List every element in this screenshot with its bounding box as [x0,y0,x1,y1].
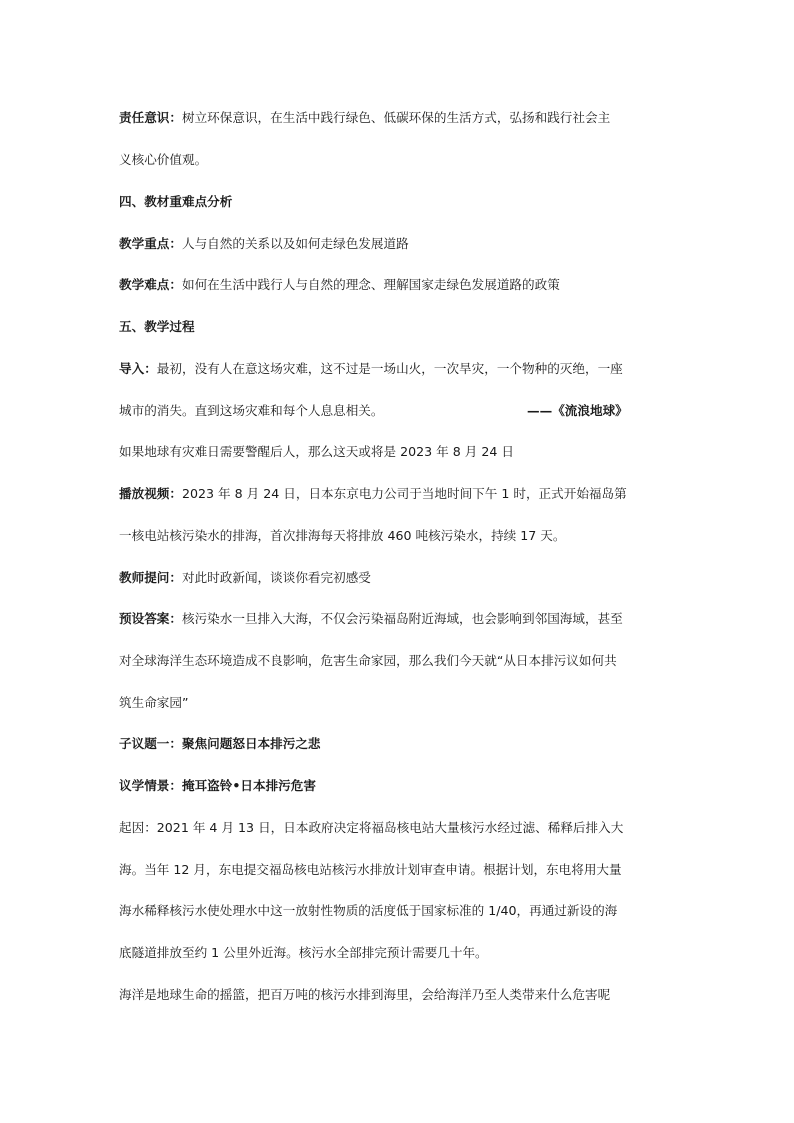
teacher-question-paragraph [119,570,679,586]
preset-answer-paragraph-line-2: 对全球海洋生态环境造成不良影响，危害生命家园，那么我们今天就“从日本排污议如何共 [119,653,617,668]
video-label: 播放视频： [119,486,182,501]
video-paragraph-line-2: 一核电站核污染水的排海，首次排海每天将排放 460 吨核污染水，持续 17 天。 [119,528,566,543]
responsibility-paragraph-line-2: 义核心价值观。 [119,152,208,167]
key-point-text: 人与自然的关系以及如何走绿色发展道路 [181,236,409,251]
cause-paragraph-line-2: 海。当年 12 月，东电提交福岛核电站核污水排放计划审查申请。根据计划，东电将用大量 [119,862,622,877]
scenario-heading: 议学情景：掩耳盗铃•日本排污危害 [119,778,316,793]
cause-paragraph-line-4: 底隧道排放至约 1 公里外近海。核污水全部排完预计需要几十年。 [119,945,488,960]
video-text: 2023 年 8 月 24 日，日本东京电力公司于当地时间下午 1 时，正式开始福岛第 [181,486,627,501]
responsibility-text: 树立环保意识，在生活中践行绿色、低碳环保的生活方式，弘扬和践行社会主 [181,110,611,125]
section-4-heading: 四、教材重难点分析 [119,194,233,209]
disaster-day-paragraph: 如果地球有灾难日需要警醒后人，那么这天或将是 2023 年 8 月 24 日 [119,444,514,459]
intro-paragraph-line-2: 城市的消失。直到这场灾难和每个人息息相关。 [119,403,384,418]
intro-paragraph-line-1 [119,361,679,377]
key-point-paragraph [119,236,679,252]
ocean-paragraph: 海洋是地球生命的摇篮，把百万吨的核污水排到海里，会给海洋乃至人类带来什么危害呢 [119,987,611,1002]
responsibility-paragraph-line-1 [119,110,679,126]
preset-answer-text: 核污染水一旦排入大海，不仅会污染福岛附近海域，也会影响到邻国海域，甚至 [181,611,623,626]
video-paragraph-line-1 [119,486,679,502]
preset-answer-paragraph-line-1 [119,611,679,627]
intro-label: 导入： [119,361,157,376]
intro-text: 最初，没有人在意这场灾难，这不过是一场山火，一次旱灾，一个物种的灭绝，一座 [156,361,623,376]
intro-quote-source: ——《流浪地球》 [527,403,628,418]
preset-answer-label: 预设答案： [119,611,182,626]
teacher-question-text: 对此时政新闻，谈谈你看完初感受 [181,570,371,585]
cause-paragraph-line-1: 起因：2021 年 4 月 13 日，日本政府决定将福岛核电站大量核污水经过滤、稀释后排入大 [119,820,624,835]
difficult-point-paragraph [119,277,679,293]
section-5-heading: 五、教学过程 [119,319,195,334]
teacher-question-label: 教师提问： [119,570,182,585]
preset-answer-paragraph-line-3: 筑生命家园” [119,695,189,710]
difficult-point-label: 教学难点： [119,277,182,292]
key-point-label: 教学重点： [119,236,182,251]
cause-paragraph-line-3: 海水稀释核污水使处理水中这一放射性物质的活度低于国家标准的 1/40，再通过新设的海 [119,903,618,918]
responsibility-label: 责任意识： [119,110,182,125]
sub-topic-1-heading: 子议题一：聚焦问题怒日本排污之悲 [119,736,321,751]
difficult-point-text: 如何在生活中践行人与自然的理念、理解国家走绿色发展道路的政策 [181,277,560,292]
